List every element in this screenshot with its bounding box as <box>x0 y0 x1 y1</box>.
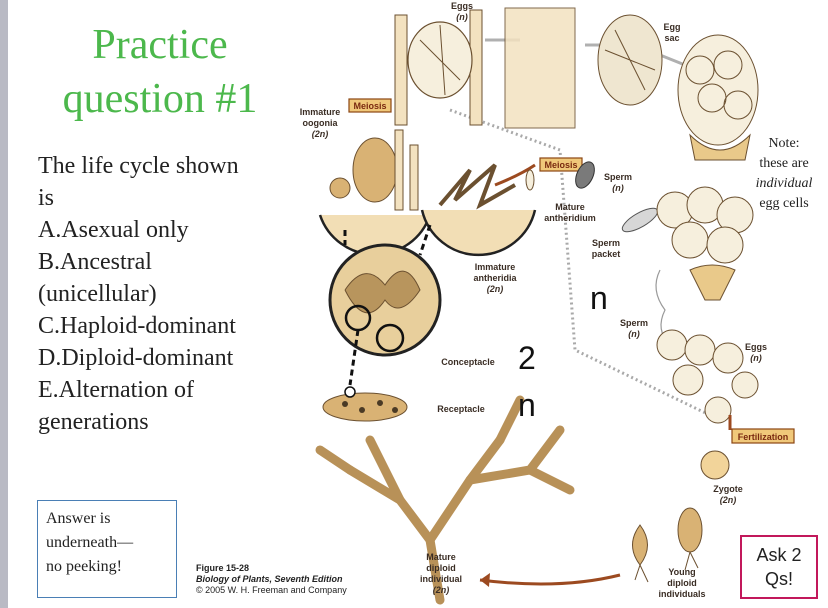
handwritten-n-haploid: n <box>590 280 608 316</box>
fertilization-tag-label: Fertilization <box>737 432 789 442</box>
answer-note-box <box>37 500 177 598</box>
slide-left-edge <box>0 0 8 608</box>
answer-note-line-1: Answer is <box>46 510 111 527</box>
label-immature-oogonia-2: oogonia <box>302 118 338 128</box>
handwritten-n-diploid: n <box>518 387 536 423</box>
title-line-1: Practice <box>92 22 228 68</box>
label-immature-antheridia-3: (2n) <box>486 284 504 294</box>
note-line-2: these are <box>759 156 809 171</box>
label-immature-oogonia-3: (2n) <box>311 129 329 139</box>
label-sperm-2: Sperm <box>619 318 649 328</box>
zygote-illustration <box>701 451 729 479</box>
label-eggs-top: Eggs <box>450 1 474 11</box>
ask-questions-box <box>740 535 818 599</box>
label-young-diploid-3: individuals <box>658 589 706 599</box>
label-sperm-ploidy: (n) <box>612 183 624 193</box>
note-line-1: Note: <box>768 136 800 151</box>
immature-oogonia-illustration <box>320 130 430 255</box>
answer-note-line-2: underneath— <box>46 534 134 551</box>
option-c: C.Haploid-dominant <box>38 313 236 339</box>
label-sperm-packet: Sperm <box>591 238 621 248</box>
ask-box-line-2: Qs! <box>764 569 793 589</box>
meiosis-tag-2-label: Meiosis <box>544 160 578 170</box>
label-immature-antheridia-2: antheridia <box>473 273 517 283</box>
egg-cluster-illustration <box>657 187 758 423</box>
label-immature-oogonia: Immature <box>299 107 341 117</box>
label-eggs-right-ploidy: (n) <box>750 353 762 363</box>
immature-antheridia-illustration <box>422 165 535 255</box>
conceptacle-illustration <box>330 225 440 385</box>
label-sperm-packet-2: packet <box>591 249 621 259</box>
label-sperm: Sperm <box>603 172 633 182</box>
title-line-2: question #1 <box>62 76 258 122</box>
life-cycle-diagram <box>290 0 828 608</box>
option-b: B.Ancestral <box>38 249 152 275</box>
slide-title <box>40 18 280 126</box>
option-d: D.Diploid-dominant <box>38 345 234 371</box>
label-eggs-right: Eggs <box>744 342 768 352</box>
label-mature-antheridium-2: antheridium <box>544 213 596 223</box>
option-e-continued: generations <box>38 409 149 435</box>
label-egg-sac-2: sac <box>664 33 680 43</box>
option-e: E.Alternation of <box>38 377 194 403</box>
figure-copyright: © 2005 W. H. Freeman and Company <box>196 585 347 595</box>
label-sperm-2-ploidy: (n) <box>628 329 640 339</box>
arrow-young-to-mature <box>480 575 620 584</box>
label-immature-antheridia: Immature <box>474 262 516 272</box>
label-young-diploid-2: diploid <box>667 578 697 588</box>
meiosis-tag-1-label: Meiosis <box>353 101 387 111</box>
question-stem-line-1: The life cycle shown <box>38 153 239 179</box>
note-line-3: individual <box>755 176 813 191</box>
label-eggs-top-ploidy: (n) <box>456 12 468 22</box>
label-receptacle: Receptacle <box>437 404 485 414</box>
answer-note-line-3: no peeking! <box>46 558 122 575</box>
question-text <box>38 150 239 438</box>
option-a: A.Asexual only <box>38 217 189 243</box>
receptacle-illustration <box>323 387 407 421</box>
question-stem-line-2: is <box>38 185 55 211</box>
label-mature-diploid-2: diploid <box>426 563 456 573</box>
egg-cells-note <box>740 134 828 214</box>
label-zygote: Zygote <box>713 484 743 494</box>
handwritten-2: 2 <box>518 340 536 376</box>
option-b-continued: (unicellular) <box>38 281 157 307</box>
label-young-diploid: Young <box>668 567 696 577</box>
figure-number: Figure 15-28 <box>196 563 250 573</box>
arrowhead-young-to-mature <box>480 573 490 587</box>
label-mature-diploid-4: (2n) <box>432 585 450 595</box>
figure-book-title: Biology of Plants, Seventh Edition <box>196 574 343 584</box>
label-mature-diploid-3: individual <box>419 574 463 584</box>
oogonium-release-illustration <box>395 8 758 160</box>
label-conceptacle: Conceptacle <box>441 357 495 367</box>
label-egg-sac: Egg <box>663 22 681 32</box>
label-mature-diploid: Mature <box>426 552 456 562</box>
label-mature-antheridium: Mature <box>555 202 585 212</box>
note-line-4: egg cells <box>759 196 809 211</box>
label-zygote-ploidy: (2n) <box>719 495 737 505</box>
ask-box-line-1: Ask 2 <box>756 545 802 565</box>
